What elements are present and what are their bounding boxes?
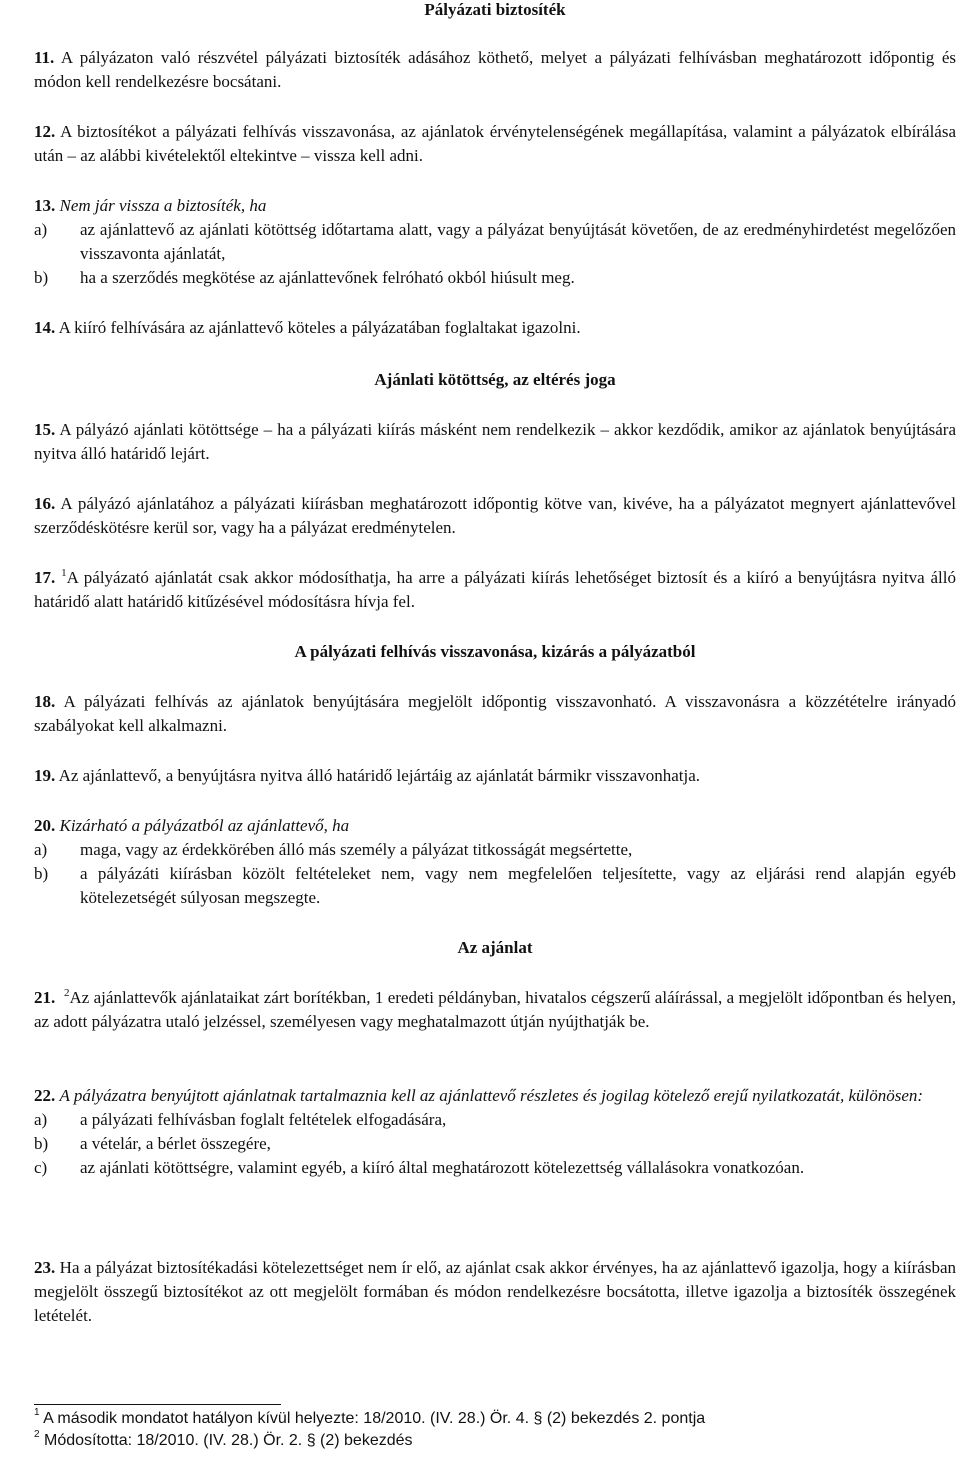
paragraph-number: 21. — [34, 988, 56, 1007]
paragraph-number: 17. — [34, 568, 56, 587]
paragraph-13 — [34, 194, 956, 290]
section-heading-kotottseg — [34, 368, 956, 392]
footnote-text: Módosította: 18/2010. (IV. 28.) Ör. 2. § (2) bekezdés — [44, 1432, 413, 1449]
paragraph-text: A biztosítékot a pályázati felhívás visszavonása, az ajánlatok érvénytelenségének megállapítása, valamint a pályázatok elbírálása után – az alábbi kivételektől eltekintve – vissza kell adni. — [34, 122, 957, 165]
paragraph-text: Ha a pályázat biztosítékadási kötelezettséget nem ír elő, az ajánlat csak akkor érvényes, ha az ajánlattevő igazolja, hogy a kiírásban megjelölt összegű biztosítékot az ott megjelölt formában és módon rendelkezésre bocsátotta, illetve igazolja a biztosíték összegének letételét. — [34, 1258, 956, 1325]
list-item — [34, 218, 956, 266]
paragraph-21 — [34, 986, 956, 1034]
list-text: az ajánlattevő az ajánlati kötöttség időtartama alatt, vagy a pályázat benyújtását követően, de az eredményhirdetést megelőzően visszavonta ajánlatát, — [80, 220, 956, 263]
paragraph-number: 15. — [34, 420, 56, 439]
paragraph-number: 14. — [34, 318, 56, 337]
paragraph-text: A pályázató ajánlatát csak akkor módosíthatja, ha arre a pályázati kiírás lehetőséget biztosít és a kiíró a benyújtásra nyitva álló határidő alatt határidő kitűzésével módosításra hívja fel. — [34, 568, 956, 611]
paragraph-text: Az ajánlattevők ajánlataikat zárt borítékban, 1 eredeti példányban, hivatalos cégszerű aláírással, a megjelölt időpontban és helyen, az adott pályázatra utaló jelzéssel, személyesen vagy meghatalmazott útján nyújthatják be. — [34, 988, 957, 1031]
paragraph-12 — [34, 120, 956, 168]
paragraph-text: Az ajánlattevő, a benyújtásra nyitva álló határidő lejártáig az ajánlatát bármikr visszavonhatja. — [58, 766, 701, 785]
paragraph-text: A pályázó ajánlati kötöttsége – ha a pályázati kiírás másként nem rendelkezik – akkor kezdődik, amikor az ajánlatok benyújtására nyitva álló határidő lejárt. — [34, 420, 957, 463]
list-text: a pályázáti kiírásban közölt feltételeket nem, vagy nem megfelelően teljesítette, vagy az eljárási rend alapján egyéb kötelezetségét súlyosan megszegte. — [80, 864, 956, 907]
paragraph-text: A kiíró felhívására az ajánlattevő köteles a pályázatában foglaltakat igazolni. — [58, 318, 581, 337]
footnote-separator — [34, 1404, 281, 1405]
list-text: az ajánlati kötöttségre, valamint egyéb, a kiíró által meghatározott kötelezettség vállalásokra vonatkozóan. — [80, 1158, 805, 1177]
paragraph-19 — [34, 764, 956, 788]
paragraph-intro: A pályázatra benyújtott ajánlatnak tartalmaznia kell az ajánlattevő részletes és jogilag kötelező erejű nyilatkozatát, különösen: — [59, 1086, 924, 1105]
paragraph-number: 23. — [34, 1258, 56, 1277]
section-heading-biztositek — [34, 0, 956, 22]
list-label: a) — [34, 220, 48, 239]
paragraph-20 — [34, 814, 956, 910]
paragraph-number: 16. — [34, 494, 56, 513]
paragraph-11 — [34, 46, 956, 94]
footnote-2 — [34, 1430, 956, 1452]
paragraph-text: A pályázó ajánlatához a pályázati kiírásban meghatározott időpontig kötve van, kivéve, ha a pályázatot megnyert ajánlattevővel szerződéskötésre kerül sor, vagy ha a pályázat eredménytelen. — [34, 494, 957, 537]
list-text: ha a szerződés megkötése az ajánlattevőnek felróható okból hiúsult meg. — [80, 268, 575, 287]
section-heading: A pályázati felhívás visszavonása, kizárás a pályázatból — [294, 642, 696, 661]
paragraph-text: A pályázaton való részvétel pályázati biztosíték adásához köthető, melyet a pályázati felhívásban meghatározott időpontig és módon kell rendelkezésre bocsátani. — [34, 48, 956, 91]
list-item — [34, 862, 956, 910]
list-item — [34, 1108, 956, 1132]
footnotes — [34, 1408, 956, 1452]
paragraph-number: 19. — [34, 766, 56, 785]
paragraph-23 — [34, 1256, 956, 1328]
paragraph-15 — [34, 418, 956, 466]
list-label: b) — [34, 864, 49, 883]
section-heading: Az ajánlat — [457, 938, 533, 957]
footnote-ref: 2 — [63, 987, 70, 999]
list-text: maga, vagy az érdekkörében álló más személy a pályázat titkosságát megsértette, — [80, 840, 633, 859]
list-item — [34, 1156, 956, 1180]
section-heading-visszavonas — [34, 640, 956, 664]
footnote-mark: 2 — [34, 1429, 40, 1440]
list-text: a vételár, a bérlet összegére, — [80, 1134, 271, 1153]
footnote-text: A második mondatot hatályon kívül helyezte: 18/2010. (IV. 28.) Ör. 4. § (2) bekezdés 2. pontja — [43, 1410, 706, 1427]
list-label: b) — [34, 268, 49, 287]
paragraph-number: 11. — [34, 48, 55, 67]
list-label: c) — [34, 1158, 48, 1177]
footnote-mark: 1 — [34, 1407, 40, 1418]
paragraph-number: 12. — [34, 122, 56, 141]
paragraph-14 — [34, 316, 956, 340]
paragraph-intro: Kizárható a pályázatból az ajánlattevő, ha — [59, 816, 350, 835]
list-label: a) — [34, 840, 48, 859]
page-title: Pályázati biztosíték — [424, 0, 566, 19]
paragraph-number: 22. — [34, 1086, 56, 1105]
list-item — [34, 1132, 956, 1156]
section-heading: Ajánlati kötöttség, az eltérés joga — [374, 370, 616, 389]
paragraph-number: 20. — [34, 816, 56, 835]
paragraph-17 — [34, 566, 956, 614]
footnote-ref: 1 — [61, 567, 67, 579]
list-label: a) — [34, 1110, 48, 1129]
list-item — [34, 266, 956, 290]
list-label: b) — [34, 1134, 49, 1153]
section-heading-ajanlat — [34, 936, 956, 960]
paragraph-number: 18. — [34, 692, 56, 711]
list-text: a pályázati felhívásban foglalt feltételek elfogadására, — [80, 1110, 447, 1129]
paragraph-18 — [34, 690, 956, 738]
paragraph-number: 13. — [34, 196, 56, 215]
paragraph-text: A pályázati felhívás az ajánlatok benyújtására megjelölt időpontig visszavonható. A visszavonásra a közzétételre irányadó szabályokat kell alkalmazni. — [34, 692, 957, 735]
paragraph-16 — [34, 492, 956, 540]
paragraph-22 — [34, 1084, 956, 1180]
paragraph-intro: Nem jár vissza a biztosíték, ha — [59, 196, 267, 215]
footnote-1 — [34, 1408, 956, 1430]
list-item — [34, 838, 956, 862]
